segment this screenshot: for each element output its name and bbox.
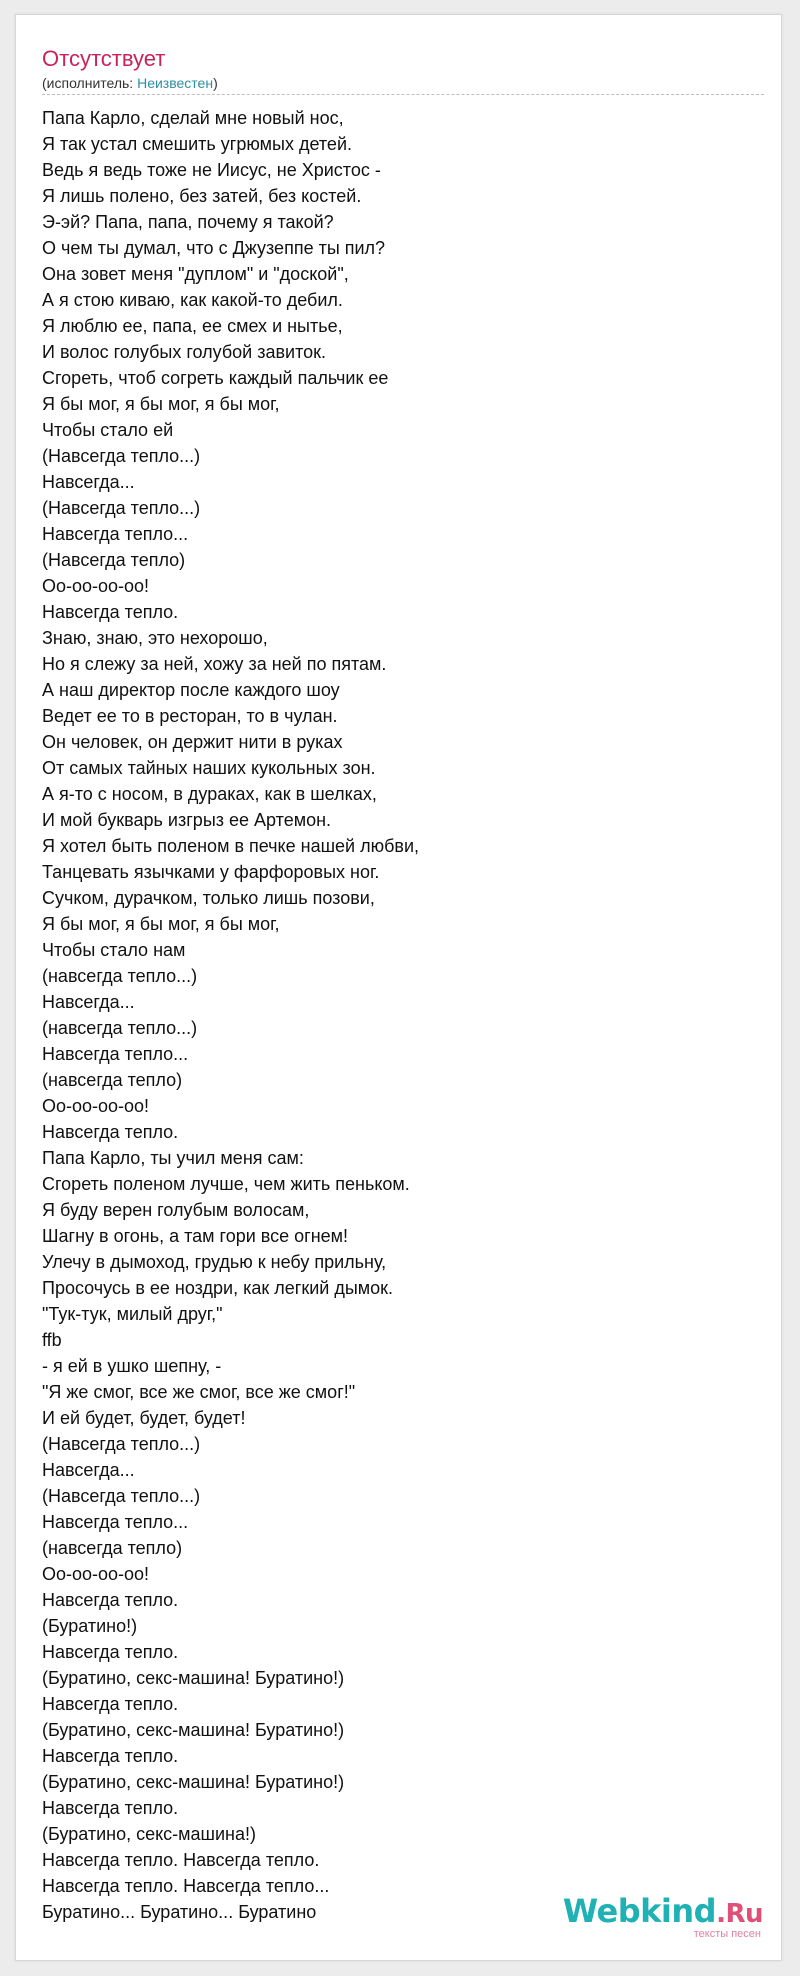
lyric-line: И волос голубых голубой завиток.: [42, 342, 327, 362]
lyric-line: Навсегда тепло.: [42, 1798, 179, 1818]
lyric-line: Шагну в огонь, а там гори все огнем!: [42, 1226, 349, 1246]
artist-line: [42, 74, 218, 92]
lyric-line: Папа Карло, сделай мне новый нос,: [42, 108, 344, 128]
lyric-line: Я бы мог, я бы мог, я бы мог,: [42, 394, 280, 414]
lyric-line: Сгореть поленом лучше, чем жить пеньком.: [42, 1174, 410, 1194]
lyric-line: (Навсегда тепло): [42, 550, 186, 570]
lyrics-text: [42, 105, 742, 1925]
lyric-line: Навсегда тепло.: [42, 602, 179, 622]
artist-suffix: ): [213, 75, 218, 91]
lyric-line: Он человек, он держит нити в руках: [42, 732, 343, 752]
lyric-line: (Буратино, секс-машина!): [42, 1824, 256, 1844]
lyric-line: Навсегда...: [42, 992, 135, 1012]
lyric-line: Ведь я ведь тоже не Иисус, не Христос -: [42, 160, 381, 180]
lyric-line: (Навсегда тепло...): [42, 446, 201, 466]
lyric-line: Навсегда тепло.: [42, 1694, 179, 1714]
logo-name: Webkind: [562, 1892, 717, 1930]
lyric-line: (Навсегда тепло...): [42, 1486, 201, 1506]
lyric-line: И ей будет, будет, будет!: [42, 1408, 246, 1428]
divider: [42, 94, 764, 95]
lyric-line: Я буду верен голубым волосам,: [42, 1200, 310, 1220]
lyric-line: "Я же смог, все же смог, все же смог!": [42, 1382, 356, 1402]
lyric-line: (Навсегда тепло...): [42, 498, 201, 518]
lyric-line: "Тук-тук, милый друг,": [42, 1304, 223, 1324]
lyric-line: Ведет ее то в ресторан, то в чулан.: [42, 706, 338, 726]
lyric-line: Навсегда тепло. Навсегда тепло...: [42, 1876, 330, 1896]
lyric-line: ffb: [42, 1330, 62, 1350]
lyric-line: (навсегда тепло): [42, 1538, 183, 1558]
lyric-line: (Навсегда тепло...): [42, 1434, 201, 1454]
lyric-line: А наш директор после каждого шоу: [42, 680, 340, 700]
lyric-line: Она зовет меня "дуплом" и "доской",: [42, 264, 349, 284]
lyric-line: Я люблю ее, папа, ее смех и нытье,: [42, 316, 343, 336]
logo-tld: .Ru: [716, 1899, 763, 1929]
lyric-line: Навсегда...: [42, 1460, 135, 1480]
lyric-line: Но я слежу за ней, хожу за ней по пятам.: [42, 654, 387, 674]
artist-link[interactable]: Неизвестен: [137, 75, 214, 91]
lyric-line: Сгореть, чтоб согреть каждый пальчик ее: [42, 368, 389, 388]
lyric-line: Оо-оо-оо-оо!: [42, 576, 150, 596]
lyric-line: Танцевать язычками у фарфоровых ног.: [42, 862, 380, 882]
lyric-line: Оо-оо-оо-оо!: [42, 1564, 150, 1584]
lyric-line: Навсегда тепло...: [42, 1044, 189, 1064]
lyric-line: Папа Карло, ты учил меня сам:: [42, 1148, 304, 1168]
lyric-line: Навсегда тепло.: [42, 1122, 179, 1142]
lyric-line: Навсегда...: [42, 472, 135, 492]
lyric-line: Оо-оо-оо-оо!: [42, 1096, 150, 1116]
lyric-line: Буратино... Буратино... Буратино: [42, 1902, 317, 1922]
lyric-line: (Буратино, секс-машина! Буратино!): [42, 1668, 345, 1688]
lyric-line: Знаю, знаю, это нехорошо,: [42, 628, 268, 648]
lyric-line: Я бы мог, я бы мог, я бы мог,: [42, 914, 280, 934]
lyric-line: И мой букварь изгрыз ее Артемон.: [42, 810, 332, 830]
lyric-line: Навсегда тепло.: [42, 1590, 179, 1610]
lyric-line: Э-эй? Папа, папа, почему я такой?: [42, 212, 334, 232]
lyric-line: Навсегда тепло.: [42, 1642, 179, 1662]
logo-wordmark: [563, 1894, 763, 1931]
site-logo[interactable]: [563, 1894, 763, 1940]
lyric-line: Я так устал смешить угрюмых детей.: [42, 134, 352, 154]
lyric-line: Навсегда тепло...: [42, 1512, 189, 1532]
lyric-line: Навсегда тепло...: [42, 524, 189, 544]
lyric-line: - я ей в ушко шепну, -: [42, 1356, 222, 1376]
artist-prefix: (исполнитель:: [42, 75, 138, 91]
lyric-line: Просочусь в ее ноздри, как легкий дымок.: [42, 1278, 394, 1298]
lyric-line: А я стою киваю, как какой-то дебил.: [42, 290, 343, 310]
lyric-line: От самых тайных наших кукольных зон.: [42, 758, 376, 778]
lyric-line: (Буратино, секс-машина! Буратино!): [42, 1720, 345, 1740]
lyric-line: (навсегда тепло): [42, 1070, 183, 1090]
logo-tagline: тексты песен: [693, 1928, 761, 1940]
lyric-line: Я лишь полено, без затей, без костей.: [42, 186, 362, 206]
lyric-line: Я хотел быть поленом в печке нашей любви,: [42, 836, 420, 856]
lyric-line: Навсегда тепло. Навсегда тепло.: [42, 1850, 320, 1870]
lyric-line: (Буратино, секс-машина! Буратино!): [42, 1772, 345, 1792]
song-title: Отсутствует: [42, 46, 166, 71]
lyric-line: Сучком, дурачком, только лишь позови,: [42, 888, 375, 908]
lyric-line: (Буратино!): [42, 1616, 138, 1636]
lyric-line: Навсегда тепло.: [42, 1746, 179, 1766]
lyric-line: Чтобы стало ей: [42, 420, 174, 440]
lyric-line: Чтобы стало нам: [42, 940, 186, 960]
lyric-line: О чем ты думал, что с Джузеппе ты пил?: [42, 238, 386, 258]
lyric-line: А я-то с носом, в дураках, как в шелках,: [42, 784, 377, 804]
lyric-line: (навсегда тепло...): [42, 1018, 198, 1038]
lyric-line: (навсегда тепло...): [42, 966, 198, 986]
lyric-line: Улечу в дымоход, грудью к небу прильну,: [42, 1252, 387, 1272]
lyrics-card: [15, 14, 782, 1961]
